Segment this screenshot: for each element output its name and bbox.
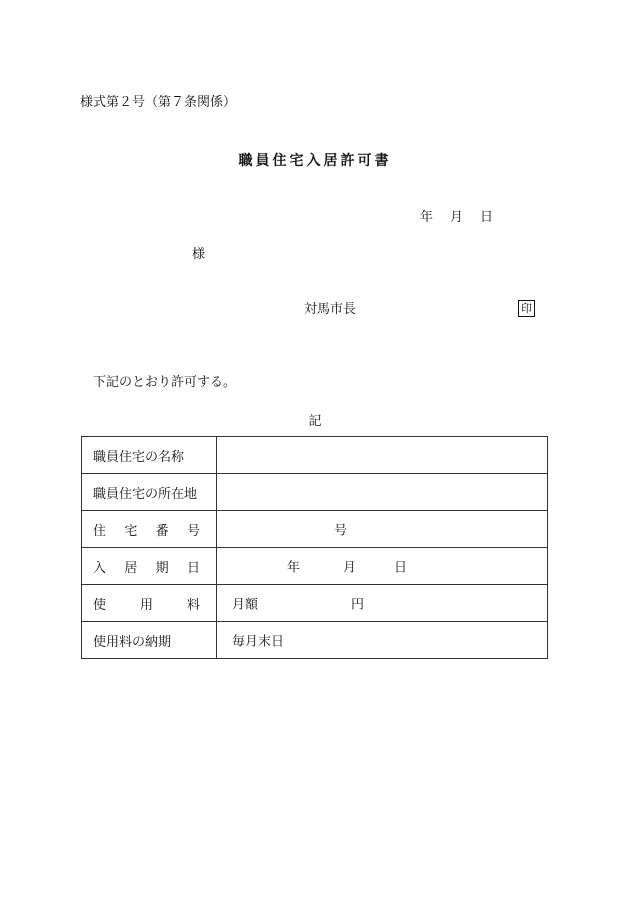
table-row [82, 511, 548, 548]
value-move-in-date [217, 548, 548, 585]
document-title: 職員住宅入居許可書 [238, 153, 392, 169]
yen-suffix: 円 [351, 597, 365, 613]
date-day-label: 日 [480, 210, 494, 225]
value-housing-number [217, 511, 548, 548]
value-housing-name [217, 437, 548, 474]
monthly-amount-label: 月額 [232, 597, 259, 613]
value-payment-due [217, 622, 548, 659]
value-housing-location [217, 474, 548, 511]
issuer-name: 対馬市長 [304, 302, 357, 317]
move-in-year-label: 年 [287, 560, 301, 576]
seal-mark: 印 [518, 300, 535, 317]
label-move-in-date: 入 居 期 日 [82, 548, 217, 585]
form-number: 様式第２号（第７条関係） [80, 95, 237, 110]
number-suffix: 号 [334, 523, 348, 539]
move-in-month-label: 月 [343, 560, 357, 576]
label-housing-location: 職員住宅の所在地 [82, 474, 217, 511]
table-row [82, 437, 548, 474]
label-housing-name: 職員住宅の名称 [82, 437, 217, 474]
table-row [82, 622, 548, 659]
table-row [82, 474, 548, 511]
payment-due-text: 毎月末日 [232, 634, 285, 650]
record-label: 記 [308, 414, 322, 429]
date-year-label: 年 [420, 210, 434, 225]
table-row [82, 548, 548, 585]
move-in-day-label: 日 [394, 560, 408, 576]
details-table [81, 436, 548, 659]
label-payment-due: 使用料の納期 [82, 622, 217, 659]
label-usage-fee: 使 用 料 [82, 585, 217, 622]
recipient-honorific: 様 [192, 247, 206, 262]
date-month-label: 月 [450, 210, 464, 225]
label-housing-number: 住 宅 番 号 [82, 511, 217, 548]
permission-statement: 下記のとおり許可する。 [93, 375, 237, 390]
value-usage-fee [217, 585, 548, 622]
table-row [82, 585, 548, 622]
issue-date [420, 211, 493, 224]
